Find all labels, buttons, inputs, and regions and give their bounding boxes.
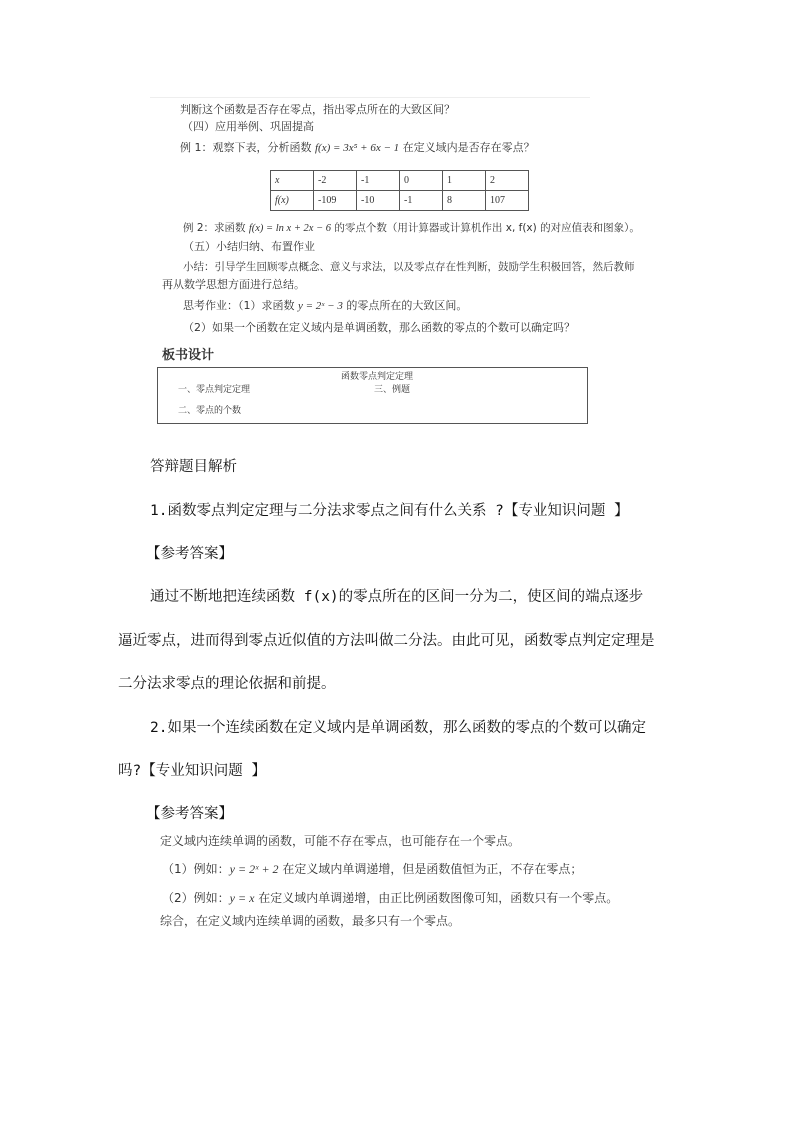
summary-text: 小结：引导学生回顾零点概念、意义与求法，以及零点存在性判断，鼓励学生积极回答，然后教师 [183, 261, 635, 273]
board-item: 一、零点判定定理 [178, 385, 251, 395]
answer-text: 定义域内连续单调的函数，可能不存在零点，也可能存在一个零点。 [160, 834, 521, 848]
answer-example [162, 889, 618, 906]
text: 在定义域内是否存在零点？ [399, 141, 535, 154]
cell: 8 [443, 191, 486, 211]
board-design-box [157, 367, 588, 424]
answer-text: 通过不断地把连续函数 f(x)的零点所在的区间一分为二，使区间的端点逐步 [150, 589, 644, 605]
divider [150, 97, 590, 98]
value-table [270, 170, 529, 211]
table-row [271, 171, 529, 191]
homework-2: （2）如果一个函数在定义域内是单调函数，那么函数的零点的个数可以确定吗？ [183, 321, 575, 334]
text: 在定义域内单调递增，但是函数值恒为正，不存在零点； [278, 862, 583, 876]
board-center: 函数零点判定定理 [341, 372, 414, 382]
answer-example [162, 860, 582, 877]
question-2: 吗?【专业知识问题 】 [118, 763, 266, 779]
formula: y = 2ˣ − 3 [298, 300, 343, 312]
table-row [271, 191, 529, 211]
board-title: 板书设计 [162, 348, 215, 363]
board-item: 三、例题 [374, 385, 411, 395]
cell: 0 [400, 171, 443, 191]
lesson-text: 判断这个函数是否存在零点，指出零点所在的大致区间？ [180, 103, 455, 116]
formula: f(x) = 3x⁵ + 6x − 1 [315, 142, 400, 154]
text: （2）例如： [162, 891, 230, 905]
cell: f(x) [271, 191, 314, 211]
question-1: 1.函数零点判定定理与二分法求零点之间有什么关系 ?【专业知识问题 】 [150, 503, 629, 519]
example-1 [180, 139, 535, 155]
cell: x [271, 171, 314, 191]
section-heading: （五）小结归纳、布置作业 [183, 240, 315, 253]
cell: -1 [357, 171, 400, 191]
cell: -1 [400, 191, 443, 211]
cell: 1 [443, 171, 486, 191]
formula: f(x) = ln x + 2x − 6 [248, 223, 332, 234]
cell: 2 [486, 171, 529, 191]
cell: -109 [314, 191, 357, 211]
formula: y = x [229, 891, 255, 905]
section-heading: （四）应用举例、巩固提高 [182, 120, 314, 133]
summary-text: 再从数学思想方面进行总结。 [162, 278, 305, 291]
homework-1 [183, 297, 467, 313]
answer-text: 二分法求零点的理论依据和前提。 [118, 676, 336, 692]
text: 例 1：观察下表，分析函数 [180, 141, 315, 154]
text: 例 2：求函数 [183, 222, 249, 234]
text: 在定义域内单调递增，由正比例函数图像可知，函数只有一个零点。 [254, 891, 619, 905]
question-2: 2.如果一个连续函数在定义域内是单调函数，那么函数的零点的个数可以确定 [150, 720, 646, 736]
section-heading: 答辩题目解析 [150, 459, 237, 475]
answer-text: 逼近零点，进而得到零点近似值的方法叫做二分法。由此可见，函数零点判定定理是 [118, 633, 655, 649]
text: 的零点所在的大致区间。 [342, 299, 468, 312]
text: 的零点个数（用计算器或计算机作出 x, f(x) 的对应值表和图象）。 [331, 222, 640, 234]
cell: -2 [314, 171, 357, 191]
board-item: 二、零点的个数 [178, 406, 242, 416]
cell: 107 [486, 191, 529, 211]
text: 思考作业：（1）求函数 [183, 299, 298, 312]
cell: -10 [357, 191, 400, 211]
formula: y = 2ˣ + 2 [229, 862, 279, 876]
answer-text: 综合，在定义域内连续单调的函数，最多只有一个零点。 [160, 914, 461, 928]
reference-answer-label: 【参考答案】 [146, 546, 233, 562]
reference-answer-label: 【参考答案】 [146, 806, 233, 822]
text: （1）例如： [162, 862, 230, 876]
example-2 [183, 220, 640, 235]
